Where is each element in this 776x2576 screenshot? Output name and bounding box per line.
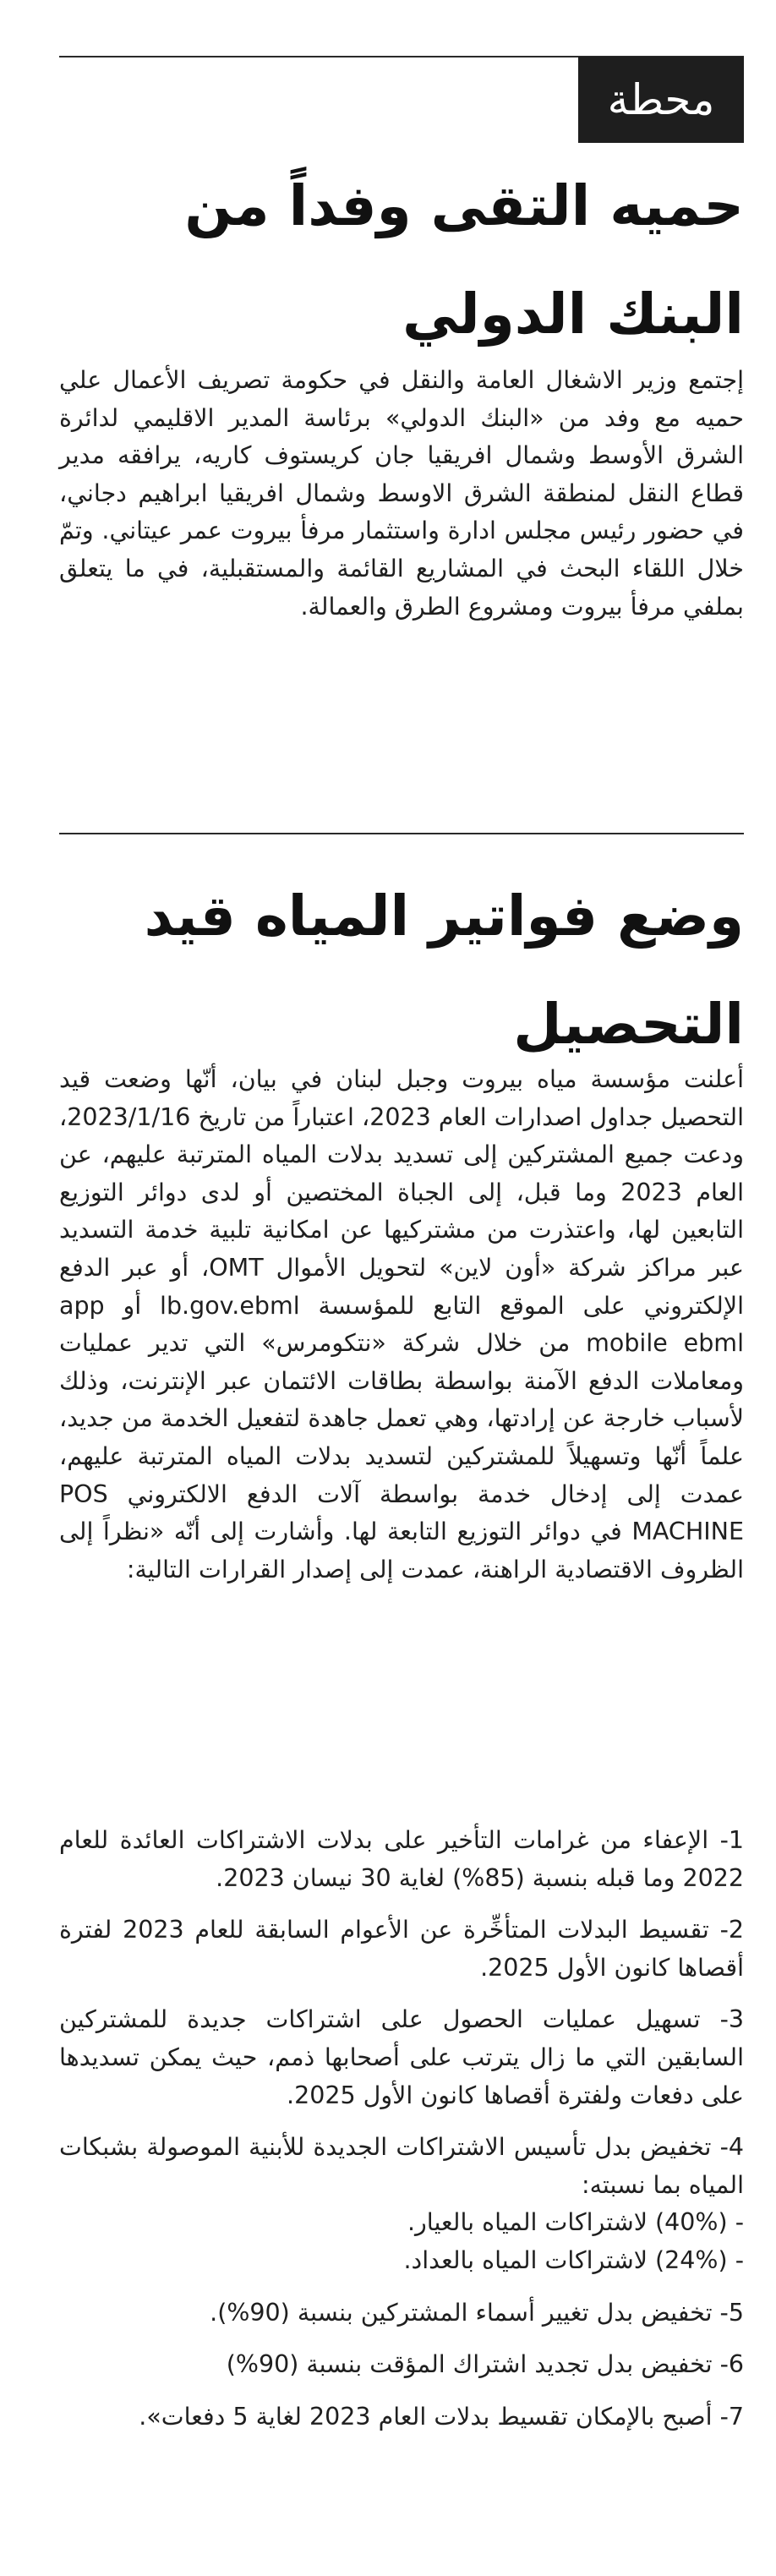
decision-item-4-sub-2: - (24%) لاشتراكات المياه بالعداد. (403, 2245, 744, 2274)
article-1-headline: حميه التقى وفداً من البنك الدولي (184, 173, 744, 347)
decision-item-7: 7- أصبح بالإمكان تقسيط بدلات العام 2023 لغاية 5 دفعات». (139, 2402, 744, 2431)
decision-item-2: 2- تقسيط البدلات المتأخِّرة عن الأعوام السابقة للعام 2023 لفترة أقصاها كانون الأول 2025. (59, 1916, 744, 1982)
decision-item-6: 6- تخفيض بدل تجديد اشتراك المؤقت بنسبة (90%) (226, 2350, 744, 2379)
decision-item-3: 3- تسهيل عمليات الحصول على اشتراكات جديدة للمشتركين السابقين التي ما زال يترتب على أصحابها ذمم، حيث يمكن تسديدها على دفعات ولفترة أقصاها كانون الأول 2025. (59, 2005, 744, 2109)
decision-item-4-sub-1: - (40%) لاشتراكات المياه بالعيار. (407, 2208, 744, 2237)
article-2-body: أعلنت مؤسسة مياه بيروت وجبل لبنان في بيان، أنّها وضعت قيد التحصيل جداول اصدارات العام 2023، اعتباراً من تاريخ 2023/1/16، ودعت جميع المشتركين إلى تسديد بدلات المياه المترتبة عليهم، عن العام 2023 وما قبل، إلى الجباة المختصين أو لدى دوائر التوزيع التابعين لها، واعتذرت من مشتركيها عن امكانية تلبية خدمة التسديد عبر مراكز شركة «أون لاين» لتحويل الأموال OMT، أو عبر الدفع الإلكتروني على الموقع التابع للمؤسسة lb.gov.ebml أو app mobile ebml من خلال شركة «نتكومرس» التي تدير عمليات ومعاملات الدفع الآمنة بواسطة بطاقات الائتمان عبر الإنترنت، وذلك لأسباب خارجة عن إرادتها، وهي تعمل جاهدة لتفعيل الخدمة من جديد، علماً أنّها وتسهيلاً للمشتركين لتسديد بدلات المياه المترتبة عليهم، عمدت إلى إدخال خدمة بواسطة آلات الدفع الالكتروني POS MACHINE في دوائر التوزيع التابعة لها. وأشارت إلى أنّه «نظراً إلى الظروف الاقتصادية الراهنة، عمدت إلى إصدار القرارات التالية: (59, 1065, 745, 1583)
decision-item-1: 1- الإعفاء من غرامات التأخير على بدلات الاشتراكات العائدة للعام 2022 وما قبله بنسبة (85%) لغاية 30 نيسان 2023. (59, 1826, 744, 1892)
decisions-list (59, 1822, 744, 2450)
decision-item-5: 5- تخفيض بدل تغيير أسماء المشتركين بنسبة (90%). (210, 2298, 744, 2327)
article-1-body: إجتمع وزير الاشغال العامة والنقل في حكومة تصريف الأعمال علي حميه مع وفد من «البنك الدولي» برئاسة المدير الاقليمي لدائرة الشرق الأوسط وشمال افريقيا جان كريستوف كاريه، يرافقه مدير قطاع النقل لمنطقة الشرق الاوسط وشمال افريقيا ابراهيم دجاني، في حضور رئيس مجلس ادارة واستثمار مرفأ بيروت عمر عيتاني. وتمّ خلال اللقاء البحث في المشاريع القائمة والمستقبلية، في ما يتعلق بملفي مرفأ بيروت ومشروع الطرق والعمالة. (59, 366, 744, 621)
section-tag: محطة (578, 57, 744, 143)
newspaper-page (59, 0, 744, 2576)
article-2-headline: وضع فواتير المياه قيد التحصيل (144, 883, 744, 1057)
decision-item-4: 4- تخفيض بدل تأسيس الاشتراكات الجديدة للأبنية الموصولة بشبكات المياه بما نسبته: (59, 2133, 744, 2199)
article-divider (59, 833, 744, 834)
